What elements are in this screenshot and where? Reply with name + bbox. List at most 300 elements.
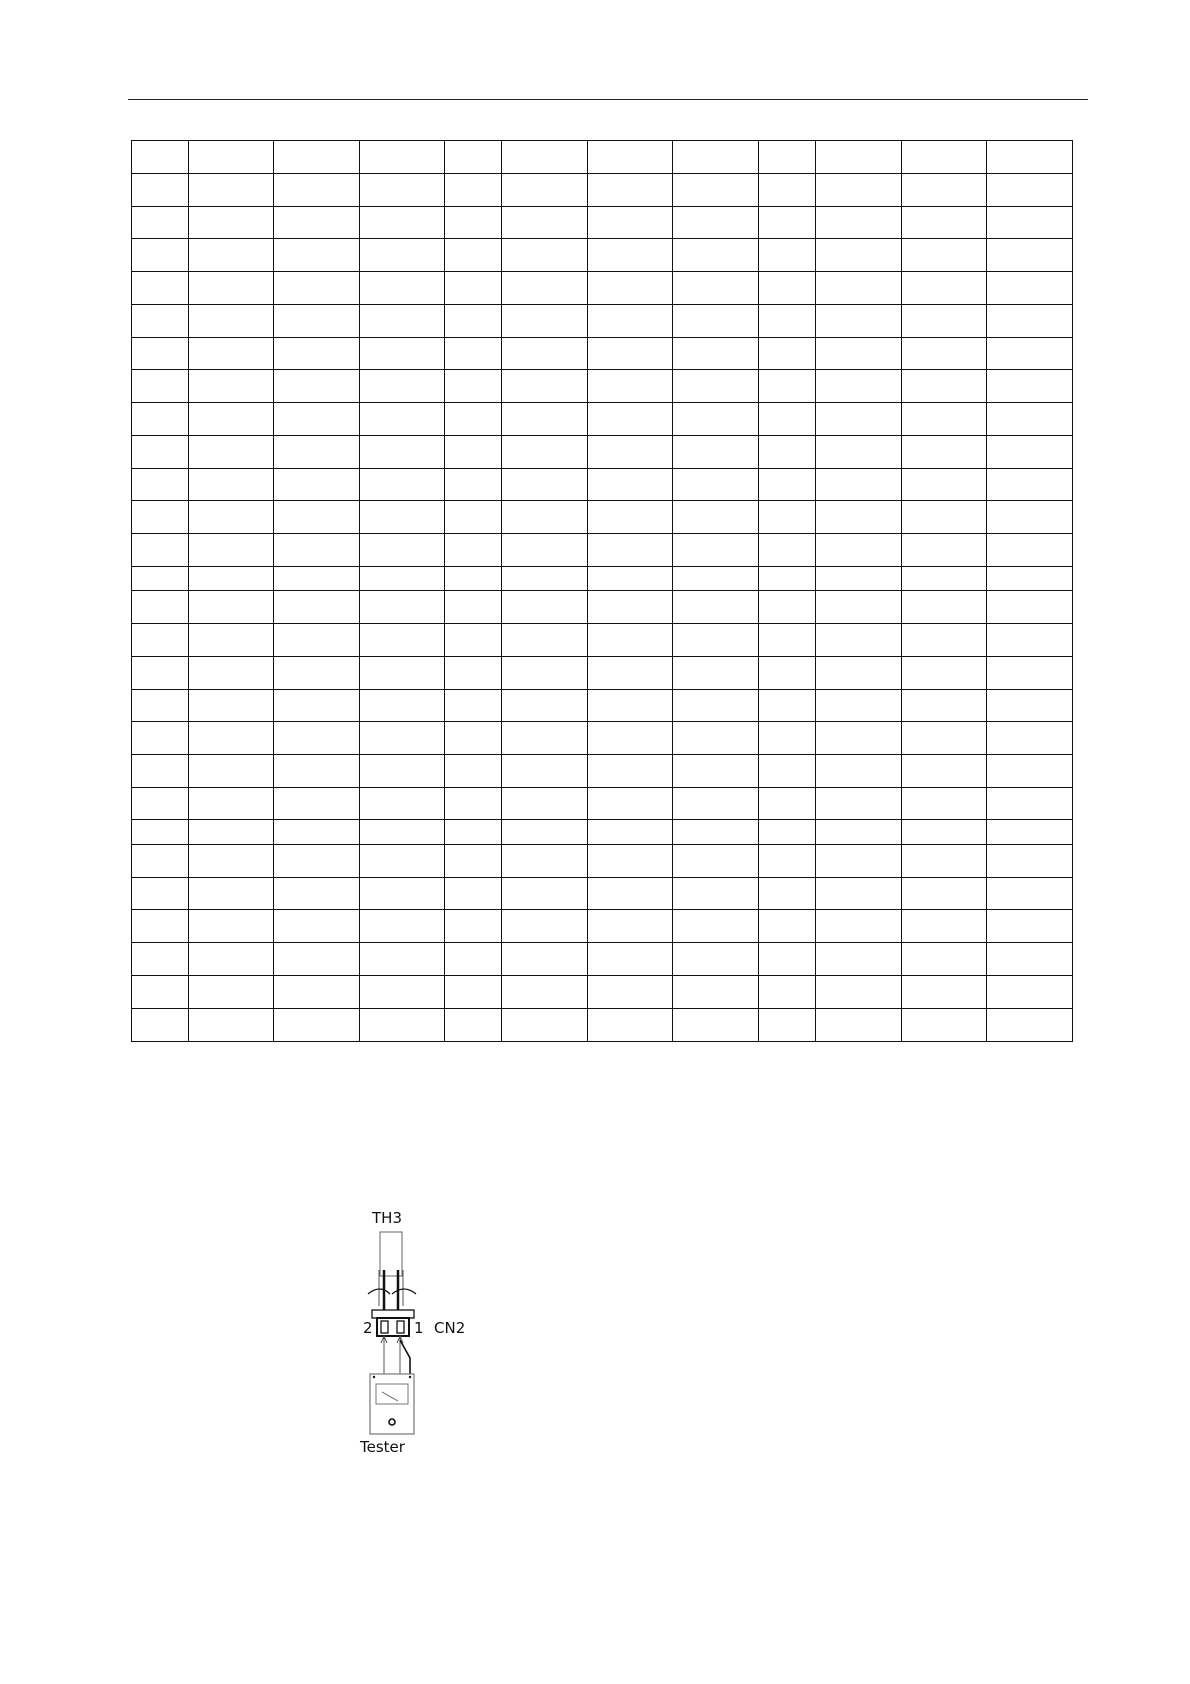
table-cell (445, 567, 502, 591)
table-cell (759, 591, 816, 624)
table-row (132, 755, 1073, 788)
table-row (132, 305, 1073, 338)
probe-wires (381, 1336, 410, 1376)
table-cell (360, 591, 445, 624)
table-cell (189, 534, 274, 567)
table-cell (274, 403, 360, 436)
table-row (132, 788, 1073, 820)
table-cell (274, 820, 360, 845)
table-cell (502, 567, 588, 591)
table-cell (445, 755, 502, 788)
table-cell (274, 338, 360, 370)
table-cell (902, 305, 987, 338)
table-cell (502, 976, 588, 1009)
header-rule (128, 99, 1088, 100)
table-cell (588, 755, 673, 788)
table-row (132, 534, 1073, 567)
table-cell (987, 567, 1073, 591)
table-cell (132, 657, 189, 690)
table-cell (902, 845, 987, 878)
table-cell (673, 141, 759, 174)
table-cell (902, 403, 987, 436)
table-cell (189, 239, 274, 272)
table-cell (445, 501, 502, 534)
table-cell (274, 174, 360, 207)
table-cell (274, 501, 360, 534)
table-cell (502, 469, 588, 501)
table-cell (274, 943, 360, 976)
table-row (132, 910, 1073, 943)
table-cell (588, 501, 673, 534)
table-cell (360, 910, 445, 943)
table-cell (360, 403, 445, 436)
table-cell (816, 207, 902, 239)
table-cell (588, 1009, 673, 1042)
table-row (132, 501, 1073, 534)
table-row (132, 976, 1073, 1009)
table-cell (588, 820, 673, 845)
table-cell (588, 722, 673, 755)
table-cell (502, 878, 588, 910)
table-cell (759, 436, 816, 469)
table-cell (588, 976, 673, 1009)
table-cell (987, 174, 1073, 207)
table-cell (132, 624, 189, 657)
table-cell (360, 534, 445, 567)
table-row (132, 338, 1073, 370)
table-row (132, 591, 1073, 624)
table-cell (189, 820, 274, 845)
table-cell (588, 943, 673, 976)
table-cell (132, 370, 189, 403)
tester-label: Tester (360, 1438, 405, 1456)
table-cell (673, 338, 759, 370)
table-cell (445, 469, 502, 501)
table-cell (588, 910, 673, 943)
table-cell (673, 690, 759, 722)
table-cell (902, 436, 987, 469)
table-cell (132, 534, 189, 567)
table-cell (673, 370, 759, 403)
table-cell (274, 272, 360, 305)
table-cell (502, 755, 588, 788)
connector-label: CN2 (434, 1319, 466, 1337)
table-cell (360, 690, 445, 722)
table-cell (274, 624, 360, 657)
table-cell (816, 239, 902, 272)
table-row (132, 403, 1073, 436)
table-cell (816, 534, 902, 567)
table-cell (987, 624, 1073, 657)
table-cell (502, 657, 588, 690)
table-cell (673, 755, 759, 788)
table-cell (502, 910, 588, 943)
table-cell (502, 370, 588, 403)
table-cell (987, 722, 1073, 755)
table-cell (816, 943, 902, 976)
table-cell (673, 436, 759, 469)
table-cell (673, 1009, 759, 1042)
table-cell (816, 878, 902, 910)
table-cell (274, 690, 360, 722)
table-cell (759, 657, 816, 690)
table-cell (759, 755, 816, 788)
table-cell (502, 436, 588, 469)
table-cell (987, 370, 1073, 403)
table-cell (189, 370, 274, 403)
table-cell (987, 141, 1073, 174)
table-cell (445, 272, 502, 305)
table-row (132, 567, 1073, 591)
table-cell (360, 239, 445, 272)
data-table (131, 140, 1073, 1042)
table-cell (759, 305, 816, 338)
table-cell (902, 755, 987, 788)
table-row (132, 820, 1073, 845)
table-cell (189, 755, 274, 788)
table-cell (816, 910, 902, 943)
table-cell (360, 207, 445, 239)
table-cell (816, 624, 902, 657)
table-cell (274, 910, 360, 943)
table-cell (816, 976, 902, 1009)
table-cell (902, 1009, 987, 1042)
table-cell (445, 878, 502, 910)
table-cell (274, 788, 360, 820)
table-cell (902, 788, 987, 820)
table-cell (987, 690, 1073, 722)
table-cell (274, 239, 360, 272)
table-cell (445, 338, 502, 370)
table-cell (360, 338, 445, 370)
table-cell (189, 501, 274, 534)
table-cell (816, 1009, 902, 1042)
table-cell (189, 624, 274, 657)
table-cell (360, 305, 445, 338)
table-cell (816, 469, 902, 501)
table-cell (445, 1009, 502, 1042)
table-cell (502, 624, 588, 657)
table-cell (189, 207, 274, 239)
table-cell (502, 943, 588, 976)
table-cell (902, 469, 987, 501)
table-cell (987, 657, 1073, 690)
table-cell (445, 436, 502, 469)
table-cell (987, 755, 1073, 788)
table-cell (189, 788, 274, 820)
table-cell (189, 174, 274, 207)
table-cell (902, 624, 987, 657)
table-cell (445, 174, 502, 207)
table-cell (987, 591, 1073, 624)
table-cell (502, 207, 588, 239)
table-cell (360, 501, 445, 534)
table-cell (445, 845, 502, 878)
table-row (132, 943, 1073, 976)
table-cell (360, 141, 445, 174)
table-cell (445, 788, 502, 820)
table-cell (502, 534, 588, 567)
table-cell (673, 910, 759, 943)
table-cell (502, 272, 588, 305)
table-cell (673, 501, 759, 534)
table-cell (132, 239, 189, 272)
table-cell (816, 788, 902, 820)
table-cell (274, 370, 360, 403)
table-cell (502, 141, 588, 174)
table-cell (132, 403, 189, 436)
table-cell (759, 501, 816, 534)
table-cell (902, 657, 987, 690)
table-cell (132, 501, 189, 534)
table-cell (588, 657, 673, 690)
table-cell (502, 591, 588, 624)
table-cell (816, 657, 902, 690)
table-cell (274, 534, 360, 567)
table-cell (132, 436, 189, 469)
table-cell (445, 943, 502, 976)
table-cell (189, 976, 274, 1009)
table-cell (588, 878, 673, 910)
table-cell (759, 174, 816, 207)
table-cell (502, 239, 588, 272)
table-cell (189, 567, 274, 591)
table-cell (588, 624, 673, 657)
table-cell (445, 657, 502, 690)
table-cell (987, 534, 1073, 567)
table-cell (816, 141, 902, 174)
table-row (132, 370, 1073, 403)
table-cell (588, 207, 673, 239)
table-cell (445, 722, 502, 755)
table-cell (759, 370, 816, 403)
table-cell (987, 338, 1073, 370)
table-cell (816, 272, 902, 305)
table-cell (902, 567, 987, 591)
table-cell (189, 1009, 274, 1042)
table-cell (588, 690, 673, 722)
table-row (132, 239, 1073, 272)
table-cell (816, 722, 902, 755)
table-cell (987, 788, 1073, 820)
table-row (132, 1009, 1073, 1042)
table-cell (360, 788, 445, 820)
table-cell (502, 1009, 588, 1042)
table-cell (759, 239, 816, 272)
table-cell (132, 174, 189, 207)
table-cell (274, 567, 360, 591)
table-cell (673, 305, 759, 338)
table-cell (274, 469, 360, 501)
table-cell (445, 534, 502, 567)
table-cell (816, 305, 902, 338)
table-cell (902, 878, 987, 910)
table-cell (360, 272, 445, 305)
table-cell (816, 820, 902, 845)
table-cell (759, 878, 816, 910)
table-cell (816, 338, 902, 370)
table-cell (360, 943, 445, 976)
table-cell (132, 567, 189, 591)
table-cell (502, 305, 588, 338)
table-cell (588, 141, 673, 174)
table-cell (132, 845, 189, 878)
pin-1-label: 1 (414, 1319, 424, 1337)
table-cell (445, 141, 502, 174)
table-cell (588, 788, 673, 820)
table-cell (445, 591, 502, 624)
table-cell (189, 657, 274, 690)
table-row (132, 878, 1073, 910)
table-row (132, 657, 1073, 690)
table-cell (902, 239, 987, 272)
table-cell (816, 567, 902, 591)
table-cell (360, 976, 445, 1009)
table-cell (759, 910, 816, 943)
table-cell (132, 690, 189, 722)
table-cell (759, 788, 816, 820)
pin-2-label: 2 (363, 1319, 373, 1337)
table-cell (132, 788, 189, 820)
table-cell (673, 722, 759, 755)
table-cell (759, 534, 816, 567)
table-cell (588, 567, 673, 591)
table-cell (360, 755, 445, 788)
table-cell (759, 722, 816, 755)
table-row (132, 845, 1073, 878)
table-cell (588, 370, 673, 403)
table-cell (816, 370, 902, 403)
table-cell (445, 624, 502, 657)
table-cell (673, 624, 759, 657)
table-cell (274, 1009, 360, 1042)
table-cell (588, 338, 673, 370)
table-cell (274, 845, 360, 878)
table-cell (987, 1009, 1073, 1042)
table-cell (274, 591, 360, 624)
table-cell (759, 1009, 816, 1042)
table-cell (759, 469, 816, 501)
table-cell (274, 976, 360, 1009)
table-cell (360, 820, 445, 845)
table-cell (816, 845, 902, 878)
table-cell (132, 207, 189, 239)
table-cell (360, 657, 445, 690)
thermistor-test-diagram (354, 1208, 484, 1480)
table-cell (132, 1009, 189, 1042)
table-cell (132, 976, 189, 1009)
table-cell (132, 272, 189, 305)
table-cell (502, 845, 588, 878)
table-cell (816, 755, 902, 788)
table-cell (987, 501, 1073, 534)
table-cell (987, 207, 1073, 239)
table-cell (902, 690, 987, 722)
table-cell (816, 501, 902, 534)
table-cell (502, 788, 588, 820)
table-cell (759, 820, 816, 845)
table-cell (274, 436, 360, 469)
table-cell (274, 657, 360, 690)
table-cell (987, 239, 1073, 272)
table-cell (673, 272, 759, 305)
table-cell (502, 403, 588, 436)
table-row (132, 690, 1073, 722)
table-cell (816, 403, 902, 436)
table-cell (189, 272, 274, 305)
table-cell (189, 591, 274, 624)
table-row (132, 174, 1073, 207)
table-cell (502, 338, 588, 370)
table-cell (987, 403, 1073, 436)
table-cell (445, 239, 502, 272)
table-cell (445, 305, 502, 338)
table-cell (902, 141, 987, 174)
table-cell (902, 501, 987, 534)
table-cell (673, 469, 759, 501)
table-cell (816, 436, 902, 469)
table-row (132, 436, 1073, 469)
table-cell (588, 469, 673, 501)
table-cell (588, 591, 673, 624)
table-cell (274, 878, 360, 910)
thermistor-icon (368, 1232, 416, 1310)
table-cell (902, 591, 987, 624)
table-cell (816, 690, 902, 722)
table-cell (902, 272, 987, 305)
table-cell (360, 174, 445, 207)
table-cell (673, 943, 759, 976)
table-cell (445, 690, 502, 722)
table-row (132, 272, 1073, 305)
table-cell (360, 370, 445, 403)
table-cell (902, 722, 987, 755)
table-cell (759, 141, 816, 174)
table-cell (759, 943, 816, 976)
table-cell (902, 820, 987, 845)
table-cell (445, 403, 502, 436)
table-cell (673, 567, 759, 591)
table-cell (132, 591, 189, 624)
table-cell (132, 755, 189, 788)
table-cell (902, 370, 987, 403)
table-cell (902, 534, 987, 567)
table-cell (588, 845, 673, 878)
table-cell (189, 436, 274, 469)
table-cell (360, 845, 445, 878)
table-cell (132, 469, 189, 501)
table-cell (132, 910, 189, 943)
table-row (132, 624, 1073, 657)
table-cell (274, 722, 360, 755)
table-cell (588, 403, 673, 436)
table-cell (759, 272, 816, 305)
table-cell (132, 141, 189, 174)
table-cell (987, 305, 1073, 338)
table-cell (360, 1009, 445, 1042)
table-cell (673, 788, 759, 820)
table-cell (673, 820, 759, 845)
table-cell (445, 207, 502, 239)
table-cell (189, 469, 274, 501)
table-cell (987, 976, 1073, 1009)
table-cell (502, 501, 588, 534)
table-cell (987, 845, 1073, 878)
table-cell (902, 976, 987, 1009)
table-cell (902, 207, 987, 239)
table-cell (902, 338, 987, 370)
table-cell (673, 878, 759, 910)
